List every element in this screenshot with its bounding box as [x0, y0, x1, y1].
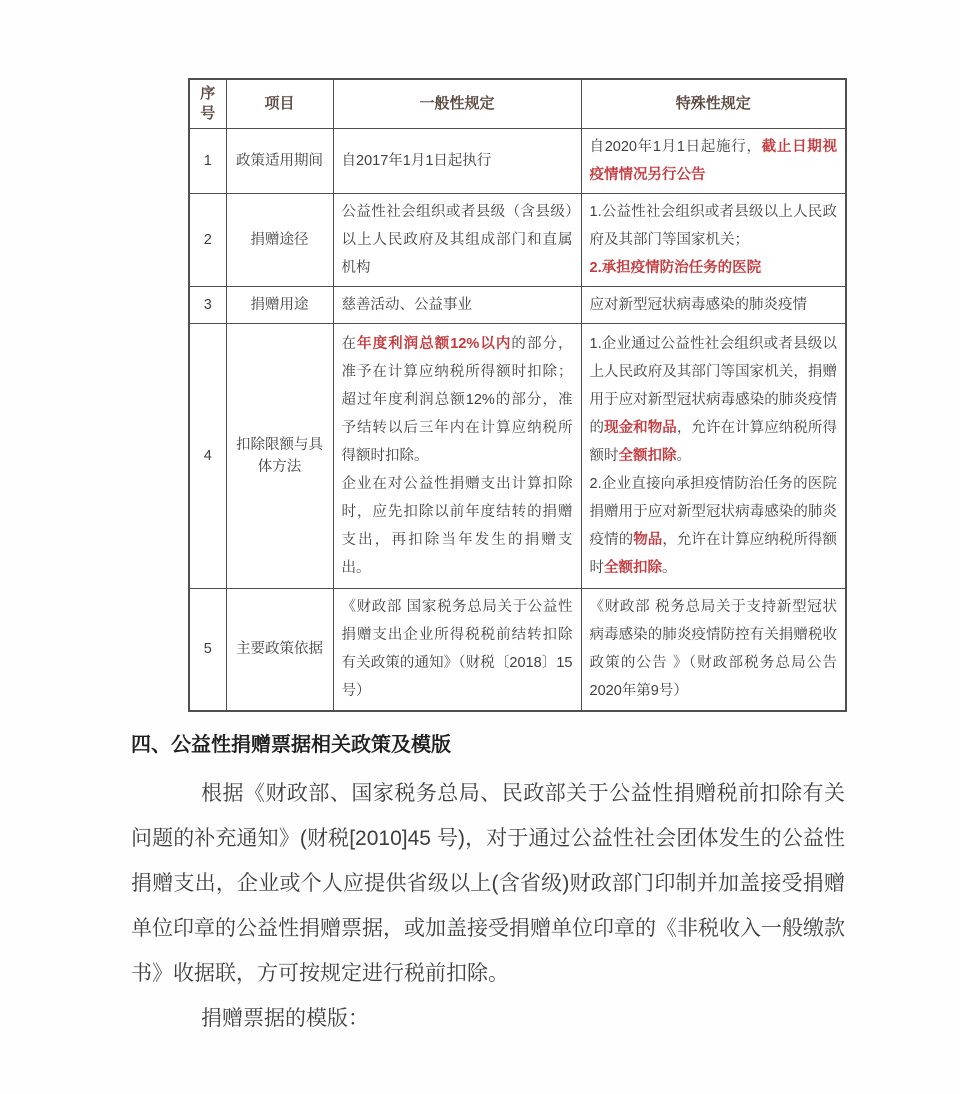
- cell-item: 扣除限额与具体方法: [226, 324, 333, 589]
- cell-special: [581, 129, 846, 194]
- cell-index: 3: [189, 287, 226, 324]
- cell-paragraph: [590, 330, 838, 470]
- highlighted-text: 全额扣除: [618, 448, 677, 464]
- cell-item: 政策适用期间: [226, 129, 333, 194]
- cell-paragraph: [590, 291, 838, 319]
- text: 2.企业直接向承担疫情防治任务的医院捐赠用于应对新型冠状病毒感染的肺炎疫情的: [589, 476, 837, 548]
- text: 1.公益性社会组织或者县级以上人民政府及其部门等国家机关；: [589, 204, 837, 248]
- cell-paragraph: [590, 133, 838, 189]
- section-heading: 四、公益性捐赠票据相关政策及模版: [131, 734, 451, 756]
- cell-special: [581, 287, 846, 324]
- text: 在: [341, 336, 358, 352]
- cell-special: [581, 324, 846, 589]
- cell-item: 捐赠用途: [226, 287, 333, 324]
- cell-index: 2: [189, 194, 226, 287]
- paragraph-template-label: 捐赠票据的模版：: [201, 1007, 369, 1030]
- text: 。: [676, 448, 691, 464]
- column-header-index: 序号: [189, 79, 226, 129]
- text: ，允许在计算应纳税所得额时: [589, 420, 837, 464]
- highlighted-text: 年度利润总额12%以内: [357, 336, 512, 352]
- table-row: [189, 324, 846, 589]
- text: 的部分，准予在计算应纳税所得额时扣除；超过年度利润总额12%的部分，准予结转以后三年内在计算应纳税所得额时扣除。: [341, 336, 573, 464]
- text: ，允许在计算应纳税所得额时: [589, 532, 837, 576]
- table-row: [189, 129, 846, 194]
- section-donation-receipt: [131, 728, 845, 1041]
- cell-paragraph: [590, 470, 838, 582]
- text: 企业在对公益性捐赠支出计算扣除时，应先扣除以前年度结转的捐赠支出，再扣除当年发生的捐赠支出。: [341, 476, 573, 576]
- cell-special: [581, 194, 846, 287]
- highlighted-text: 全额扣除: [604, 560, 662, 576]
- cell-paragraph: [342, 291, 573, 319]
- text: 《财政部 税务总局关于支持新型冠状病毒感染的肺炎疫情防控有关捐赠税收政策的公告 》（财政部税务总局公告2020年第9号）: [589, 599, 837, 700]
- table-row: [189, 287, 846, 324]
- cell-general: [333, 324, 581, 589]
- cell-paragraph: [342, 593, 573, 705]
- paragraph-policy-basis: 根据《财政部、国家税务总局、民政部关于公益性捐赠税前扣除有关问题的补充通知》(财税[2010]45 号)，对于通过公益性社会团体发生的公益性捐赠支出，企业或个人应提供省级以上(含省级)财政部门印制并加盖接受捐赠单位印章的公益性捐赠票据，或加盖接受捐赠单位印章的《非税收入一般缴款书》收据联，方可按规定进行税前扣除。: [131, 782, 845, 985]
- text: 公益性社会组织或者县级（含县级）以上人民政府及其组成部门和直属机构: [341, 204, 573, 276]
- text: 自2020年1月1日起施行，: [589, 139, 762, 155]
- cell-paragraph: [590, 254, 838, 282]
- text: 1.企业通过公益性社会组织或者县级以上人民政府及其部门等国家机关，捐赠用于应对新型冠状病毒感染的肺炎疫情的: [589, 336, 837, 436]
- policy-table: [188, 78, 847, 712]
- text: 《财政部 国家税务总局关于公益性捐赠支出企业所得税税前结转扣除有关政策的通知》（财税〔2018〕15号）: [341, 599, 573, 700]
- cell-paragraph: [342, 198, 573, 282]
- cell-paragraph: [342, 147, 573, 175]
- cell-index: 1: [189, 129, 226, 194]
- text: 自2017年1月1日起执行: [341, 153, 492, 169]
- cell-paragraph: [590, 198, 838, 254]
- table-row: [189, 589, 846, 711]
- cell-general: [333, 287, 581, 324]
- text: 慈善活动、公益事业: [341, 297, 472, 313]
- cell-special: [581, 589, 846, 711]
- cell-item: 捐赠途径: [226, 194, 333, 287]
- cell-general: [333, 129, 581, 194]
- cell-index: 5: [189, 589, 226, 711]
- header-row: [189, 79, 846, 129]
- column-header-general: 一般性规定: [333, 79, 581, 129]
- table-row: [189, 194, 846, 287]
- column-header-special: 特殊性规定: [581, 79, 846, 129]
- text: 应对新型冠状病毒感染的肺炎疫情: [589, 297, 807, 313]
- cell-general: [333, 194, 581, 287]
- cell-paragraph: [342, 470, 573, 582]
- highlighted-text: 截止日期视疫情情况另行公告: [589, 139, 838, 183]
- highlighted-text: 物品: [633, 532, 663, 548]
- cell-general: [333, 589, 581, 711]
- text: 。: [662, 560, 677, 576]
- highlighted-text: 现金和物品: [604, 420, 677, 436]
- policy-table-body: [189, 129, 846, 711]
- cell-index: 4: [189, 324, 226, 589]
- column-header-item: 项目: [226, 79, 333, 129]
- cell-paragraph: [342, 330, 573, 470]
- cell-paragraph: [590, 593, 838, 705]
- highlighted-text: 2.承担疫情防治任务的医院: [589, 260, 762, 276]
- cell-item: 主要政策依据: [226, 589, 333, 711]
